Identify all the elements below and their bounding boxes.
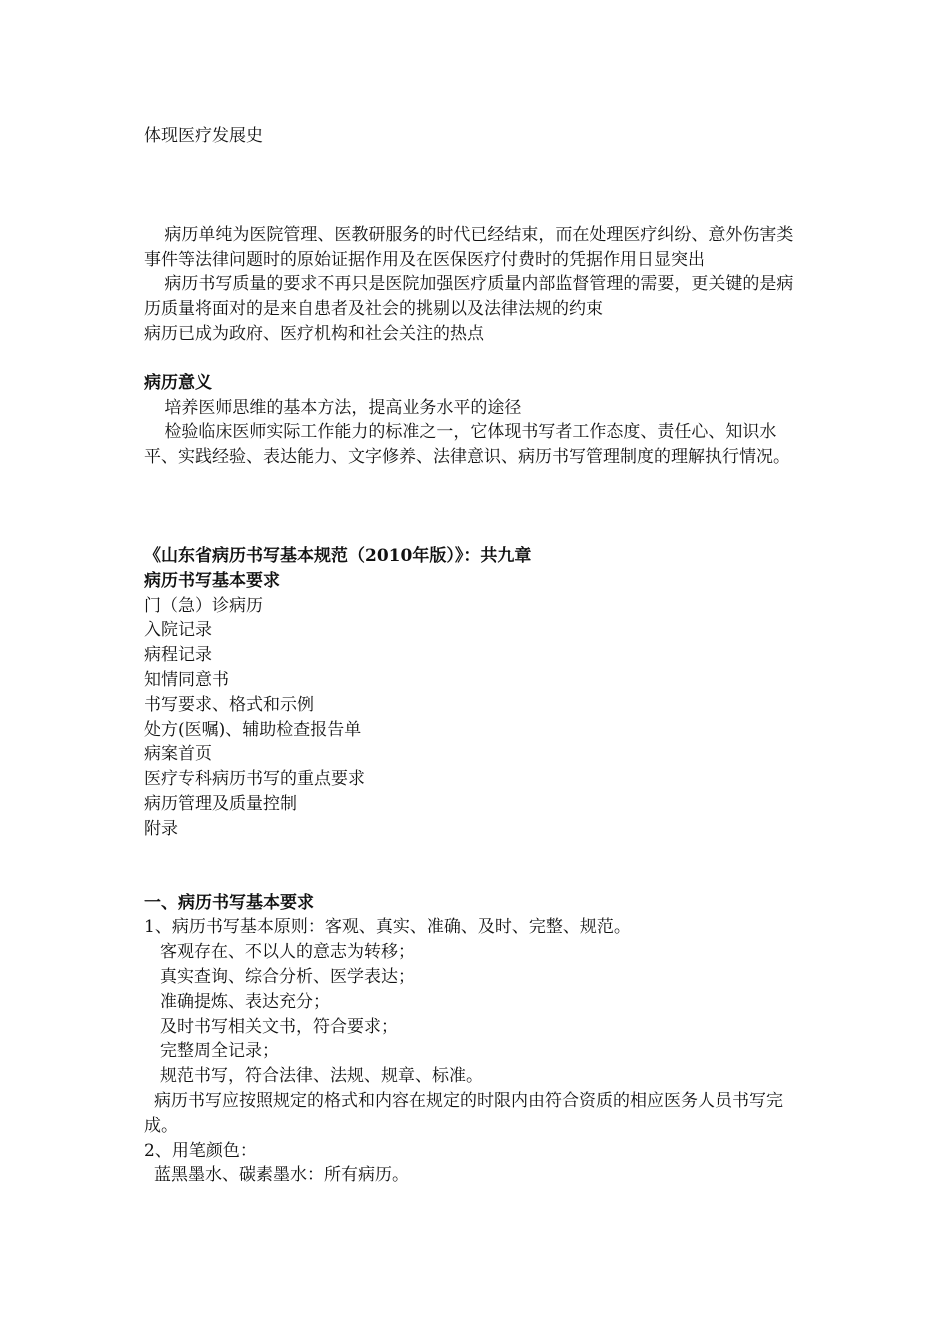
intro-paragraph-1: 病历单纯为医院管理、医教研服务的时代已经结束，而在处理医疗纠纷、意外伤害类事件等法律问题时的原始证据作用及在医保医疗付费时的凭据作用日显突出	[144, 224, 794, 270]
pen-color-line: 2、用笔颜色：	[144, 1140, 257, 1161]
document-body	[144, 124, 808, 1188]
principle-line: 1、病历书写基本原则：客观、真实、准确、及时、完整、规范。	[144, 917, 631, 938]
meaning-item-1: 培养医师思维的基本方法，提高业务水平的途径	[164, 397, 522, 418]
meaning-item-2: 检验临床医师实际工作能力的标准之一，它体现书写者工作态度、责任心、知识水平、实践经验、表达能力、文字修养、法律意识、病历书写管理制度的理解执行情况。	[144, 422, 790, 468]
principle-item: 规范书写，符合法律、法规、规章、标准。	[160, 1066, 483, 1087]
intro-paragraph-2: 病历书写质量的要求不再只是医院加强医疗质量内部监督管理的需要，更关键的是病历质量将面对的是来自患者及社会的挑剔以及法律法规的约束	[144, 274, 794, 320]
principle-item: 准确提炼、表达充分；	[160, 991, 330, 1012]
chapter-item: 入院记录	[144, 620, 212, 641]
chapter-item: 附录	[144, 818, 178, 839]
title-line: 体现医疗发展史	[144, 126, 263, 146]
chapter-item: 书写要求、格式和示例	[144, 694, 314, 715]
pen-item: 蓝黑墨水、碳素墨水：所有病历。	[154, 1165, 409, 1186]
meaning-heading: 病历意义	[144, 372, 212, 393]
section1-heading: 一、病历书写基本要求	[144, 892, 314, 913]
principle-item: 及时书写相关文书，符合要求；	[160, 1016, 398, 1037]
principle-item: 真实查询、综合分析、医学表达；	[160, 966, 415, 987]
chapter-item: 病历管理及质量控制	[144, 793, 297, 814]
chapter-item: 医疗专科病历书写的重点要求	[144, 769, 365, 790]
principle-item: 完整周全记录；	[160, 1041, 279, 1062]
chapter-item: 知情同意书	[144, 669, 229, 690]
standard-title: 《山东省病历书写基本规范（2010年版）》：共九章	[144, 545, 532, 566]
chapter-item: 病程记录	[144, 645, 212, 666]
chapter-item: 门（急）诊病历	[144, 595, 263, 616]
principle-note: 病历书写应按照规定的格式和内容在规定的时限内由符合资质的相应医务人员书写完成。	[144, 1090, 783, 1136]
chapter-item: 处方(医嘱)、辅助检查报告单	[144, 719, 362, 740]
chapter-item: 病历书写基本要求	[144, 570, 280, 591]
intro-paragraph-3: 病历已成为政府、医疗机构和社会关注的热点	[144, 323, 484, 344]
principle-item: 客观存在、不以人的意志为转移；	[160, 942, 415, 963]
chapter-item: 病案首页	[144, 744, 212, 765]
